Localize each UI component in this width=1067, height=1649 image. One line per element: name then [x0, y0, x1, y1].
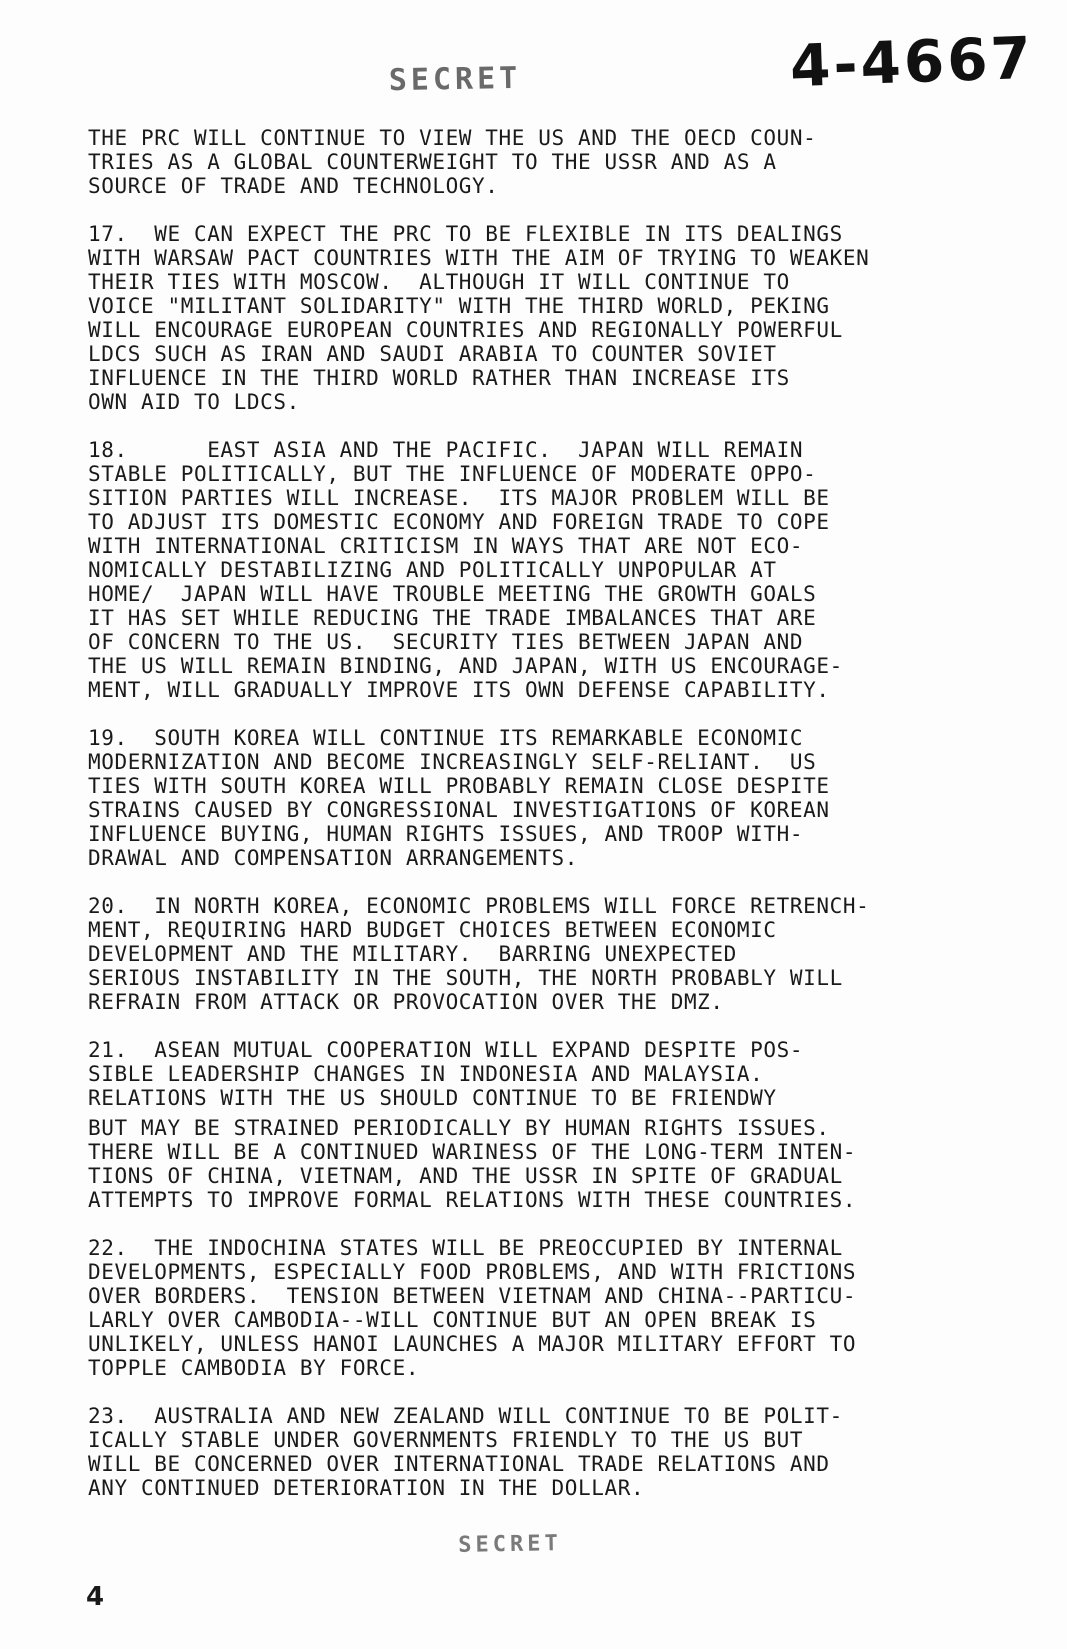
- paragraph-17: 17. WE CAN EXPECT THE PRC TO BE FLEXIBLE IN ITS DEALINGS WITH WARSAW PACT COUNTRIES WITH THE AIM OF TRYING TO WEAKEN THEIR TIES WITH MOSCOW. ALTHOUGH IT WILL CONTINUE TO VOICE "MILITANT SOLIDARITY" WITH THE THIRD WORLD, PEKING WILL ENCOURAGE EUROPEAN COUNTRIES AND REGIONALLY POWERFUL LDCS SUCH AS IRAN AND SAUDI ARABIA TO COUNTER SOVIET INFLUENCE IN THE THIRD WORLD RATHER THAN INCREASE ITS OWN AID TO LDCS.: [88, 222, 870, 414]
- document-body: [88, 126, 968, 1524]
- paragraph-21: 21. ASEAN MUTUAL COOPERATION WILL EXPAND DESPITE POS- SIBLE LEADERSHIP CHANGES IN INDONESIA AND MALAYSIA. RELATIONS WITH THE US SHOULD CONTINUE TO BE FRIENDWY: [88, 1038, 804, 1110]
- classification-marking-bottom: SECRET: [458, 1531, 562, 1558]
- paragraph-21-continued: BUT MAY BE STRAINED PERIODICALLY BY HUMAN RIGHTS ISSUES. THERE WILL BE A CONTINUED WARINESS OF THE LONG-TERM INTEN- TIONS OF CHINA, VIETNAM, AND THE USSR IN SPITE OF GRADUAL ATTEMPTS TO IMPROVE FORMAL RELATIONS WITH THESE COUNTRIES.: [88, 1116, 857, 1212]
- paragraph-23: 23. AUSTRALIA AND NEW ZEALAND WILL CONTINUE TO BE POLIT- ICALLY STABLE UNDER GOVERNMENTS FRIENDLY TO THE US BUT WILL BE CONCERNED OVER INTERNATIONAL TRADE RELATIONS AND ANY CONTINUED DETERIORATION IN THE DOLLAR.: [88, 1404, 843, 1500]
- page-number: 4: [86, 1582, 105, 1612]
- classification-marking-top: SECRET: [388, 60, 522, 99]
- paragraph-22: 22. THE INDOCHINA STATES WILL BE PREOCCUPIED BY INTERNAL DEVELOPMENTS, ESPECIALLY FOOD PROBLEMS, AND WITH FRICTIONS OVER BORDERS. TENSION BETWEEN VIETNAM AND CHINA--PARTICU- LARLY OVER CAMBODIA--WILL CONTINUE BUT AN OPEN BREAK IS UNLIKELY, UNLESS HANOI LAUNCHES A MAJOR MILITARY EFFORT TO TOPPLE CAMBODIA BY FORCE.: [88, 1236, 857, 1380]
- paragraph-18: 18. EAST ASIA AND THE PACIFIC. JAPAN WILL REMAIN STABLE POLITICALLY, BUT THE INFLUENCE OF MODERATE OPPO- SITION PARTIES WILL INCREASE. ITS MAJOR PROBLEM WILL BE TO ADJUST ITS DOMESTIC ECONOMY AND FOREIGN TRADE TO COPE WITH INTERNATIONAL CRITICISM IN WAYS THAT ARE NOT ECO- NOMICALLY DESTABILIZING AND POLITICALLY UNPOPULAR AT HOME/ JAPAN WILL HAVE TROUBLE MEETING THE GROWTH GOALS IT HAS SET WHILE REDUCING THE TRADE IMBALANCES THAT ARE OF CONCERN TO THE US. SECURITY TIES BETWEEN JAPAN AND THE US WILL REMAIN BINDING, AND JAPAN, WITH US ENCOURAGE- MENT, WILL GRADUALLY IMPROVE ITS OWN DEFENSE CAPABILITY.: [88, 438, 843, 702]
- paragraph-prc-continuation: THE PRC WILL CONTINUE TO VIEW THE US AND THE OECD COUN- TRIES AS A GLOBAL COUNTERWEIGHT TO THE USSR AND AS A SOURCE OF TRADE AND TECHNOLOGY.: [88, 126, 817, 198]
- document-number: 4-4667: [788, 23, 1035, 101]
- paragraph-20: 20. IN NORTH KOREA, ECONOMIC PROBLEMS WILL FORCE RETRENCH- MENT, REQUIRING HARD BUDGET CHOICES BETWEEN ECONOMIC DEVELOPMENT AND THE MILITARY. BARRING UNEXPECTED SERIOUS INSTABILITY IN THE SOUTH, THE NORTH PROBABLY WILL REFRAIN FROM ATTACK OR PROVOCATION OVER THE DMZ.: [88, 894, 870, 1014]
- paragraph-19: 19. SOUTH KOREA WILL CONTINUE ITS REMARKABLE ECONOMIC MODERNIZATION AND BECOME INCREASINGLY SELF-RELIANT. US TIES WITH SOUTH KOREA WILL PROBABLY REMAIN CLOSE DESPITE STRAINS CAUSED BY CONGRESSIONAL INVESTIGATIONS OF KOREAN INFLUENCE BUYING, HUMAN RIGHTS ISSUES, AND TROOP WITH- DRAWAL AND COMPENSATION ARRANGEMENTS.: [88, 726, 830, 870]
